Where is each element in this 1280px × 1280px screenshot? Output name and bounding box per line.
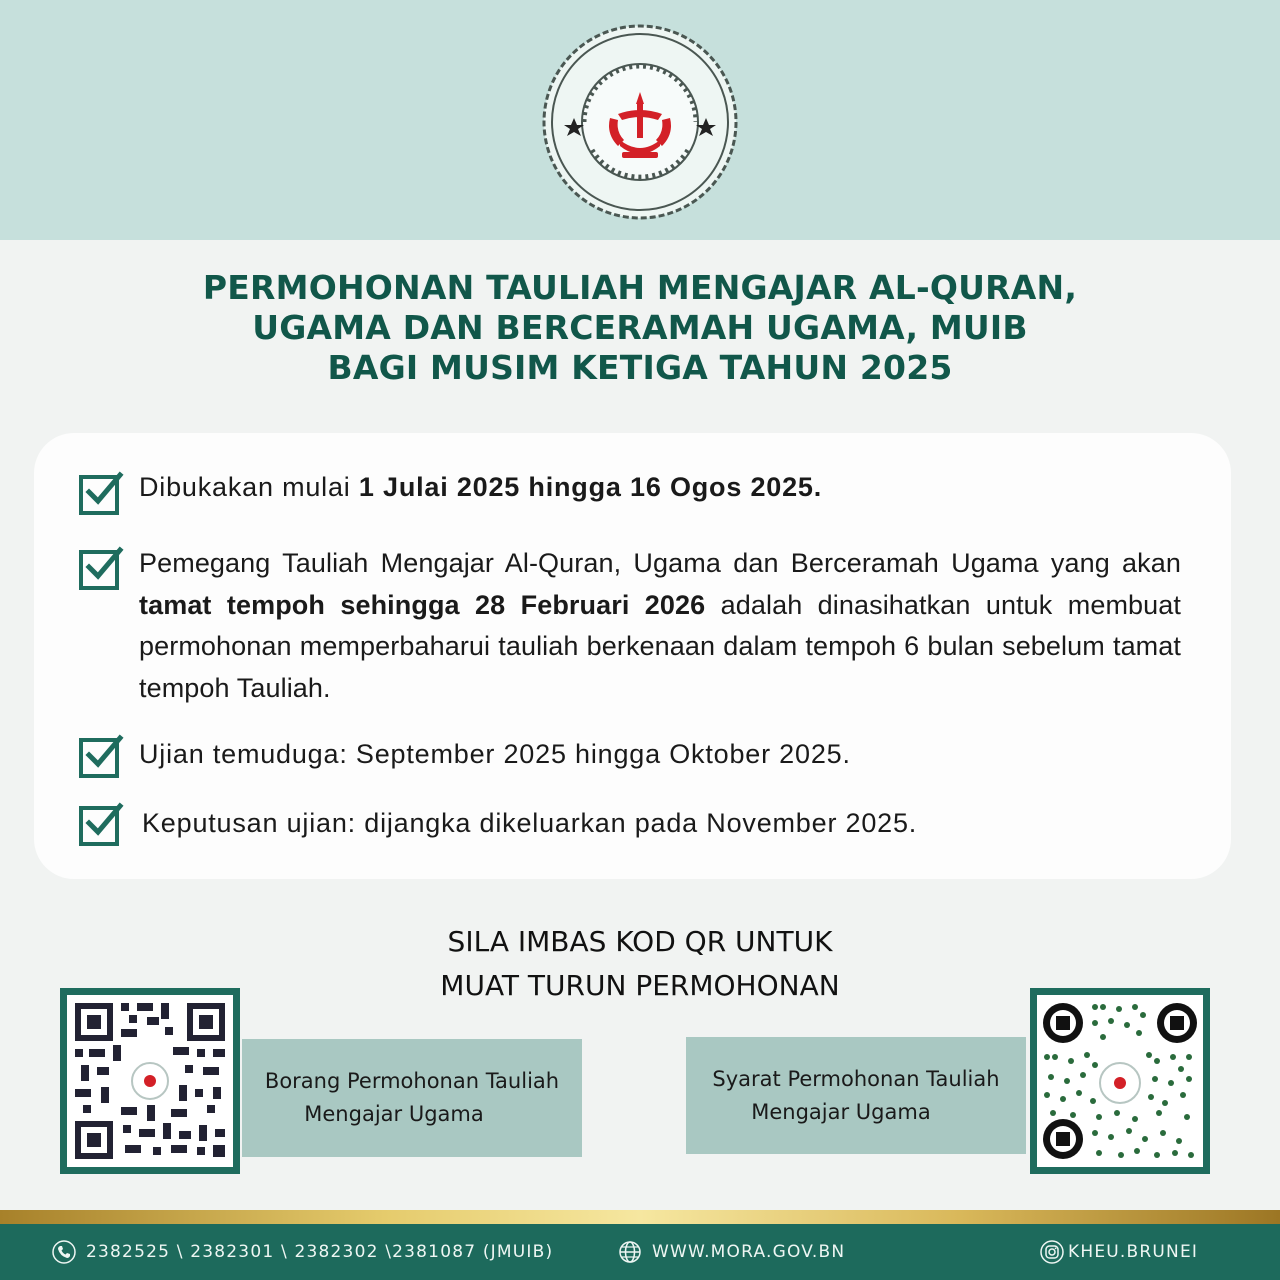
qr-code-icon [1037, 995, 1203, 1167]
item-text: Ujian temuduga: September 2025 hingga Oktober 2025. [139, 739, 851, 769]
item-regular-text: adalah dinasihatkan untuk membuat permohonan memperbaharui tauliah berkenaan dalam tempoh 6 bulan sebelum tamat tempoh Tauliah. [139, 589, 1181, 703]
footer-website-text: WWW.MORA.GOV.BN [652, 1242, 846, 1262]
checkbox-checked-icon [78, 801, 124, 847]
title-line-1: PERMOHONAN TAULIAH MENGAJAR AL-QURAN, [202, 268, 1078, 307]
gold-divider [0, 1210, 1280, 1224]
title-line-2: UGAMA DAN BERCERAMAH UGAMA, MUIB [252, 308, 1028, 347]
scan-instruction [340, 920, 940, 1008]
item-regular-text: Pemegang Tauliah Mengajar Al-Quran, Ugama dan Berceramah Ugama yang akan [139, 548, 1181, 578]
checkbox-checked-icon [78, 733, 124, 779]
qr-label-borang[interactable] [242, 1039, 582, 1157]
item-text [139, 472, 822, 503]
globe-icon [618, 1240, 642, 1264]
page-title [100, 268, 1180, 388]
footer-instagram[interactable] [1040, 1240, 1198, 1264]
qr-label-line-2: Mengajar Ugama [304, 1102, 484, 1126]
scan-line-2: MUAT TURUN PERMOHONAN [440, 969, 840, 1002]
qr-label-line-1: Syarat Permohonan Tauliah [712, 1066, 1000, 1091]
item-regular-text: Dibukakan mulai [139, 472, 359, 502]
qr-code-syarat[interactable] [1030, 988, 1210, 1174]
item-paragraph [139, 543, 1181, 709]
item-bold-text: tamat tempoh sehingga 28 Februari 2026 [139, 589, 706, 620]
item-text: Keputusan ujian: dijangka dikeluarkan pada November 2025. [142, 808, 918, 838]
qr-label-line-1: Borang Permohonan Tauliah [264, 1069, 560, 1093]
instagram-icon [1040, 1240, 1064, 1264]
footer-website[interactable] [618, 1240, 845, 1264]
footer-instagram-text: KHEU.BRUNEI [1068, 1242, 1199, 1262]
qr-code-icon [67, 995, 233, 1167]
muib-emblem-icon [540, 22, 740, 222]
qr-label-line-2: Mengajar Ugama [751, 1099, 931, 1124]
footer-phone-text: 2382525 \ 2382301 \ 2382302 \2381087 (JMUIB) [86, 1242, 554, 1262]
scan-line-1: SILA IMBAS KOD QR UNTUK [447, 925, 833, 958]
checkbox-checked-icon [78, 470, 124, 516]
title-line-3: BAGI MUSIM KETIGA TAHUN 2025 [327, 348, 953, 387]
footer-phone [52, 1240, 553, 1264]
qr-label-syarat[interactable] [686, 1037, 1026, 1154]
phone-icon [52, 1240, 76, 1264]
item-bold-text: 1 Julai 2025 hingga 16 Ogos 2025. [358, 472, 823, 502]
qr-code-borang[interactable] [60, 988, 240, 1174]
checkbox-checked-icon [78, 545, 124, 591]
footer [0, 1224, 1280, 1280]
